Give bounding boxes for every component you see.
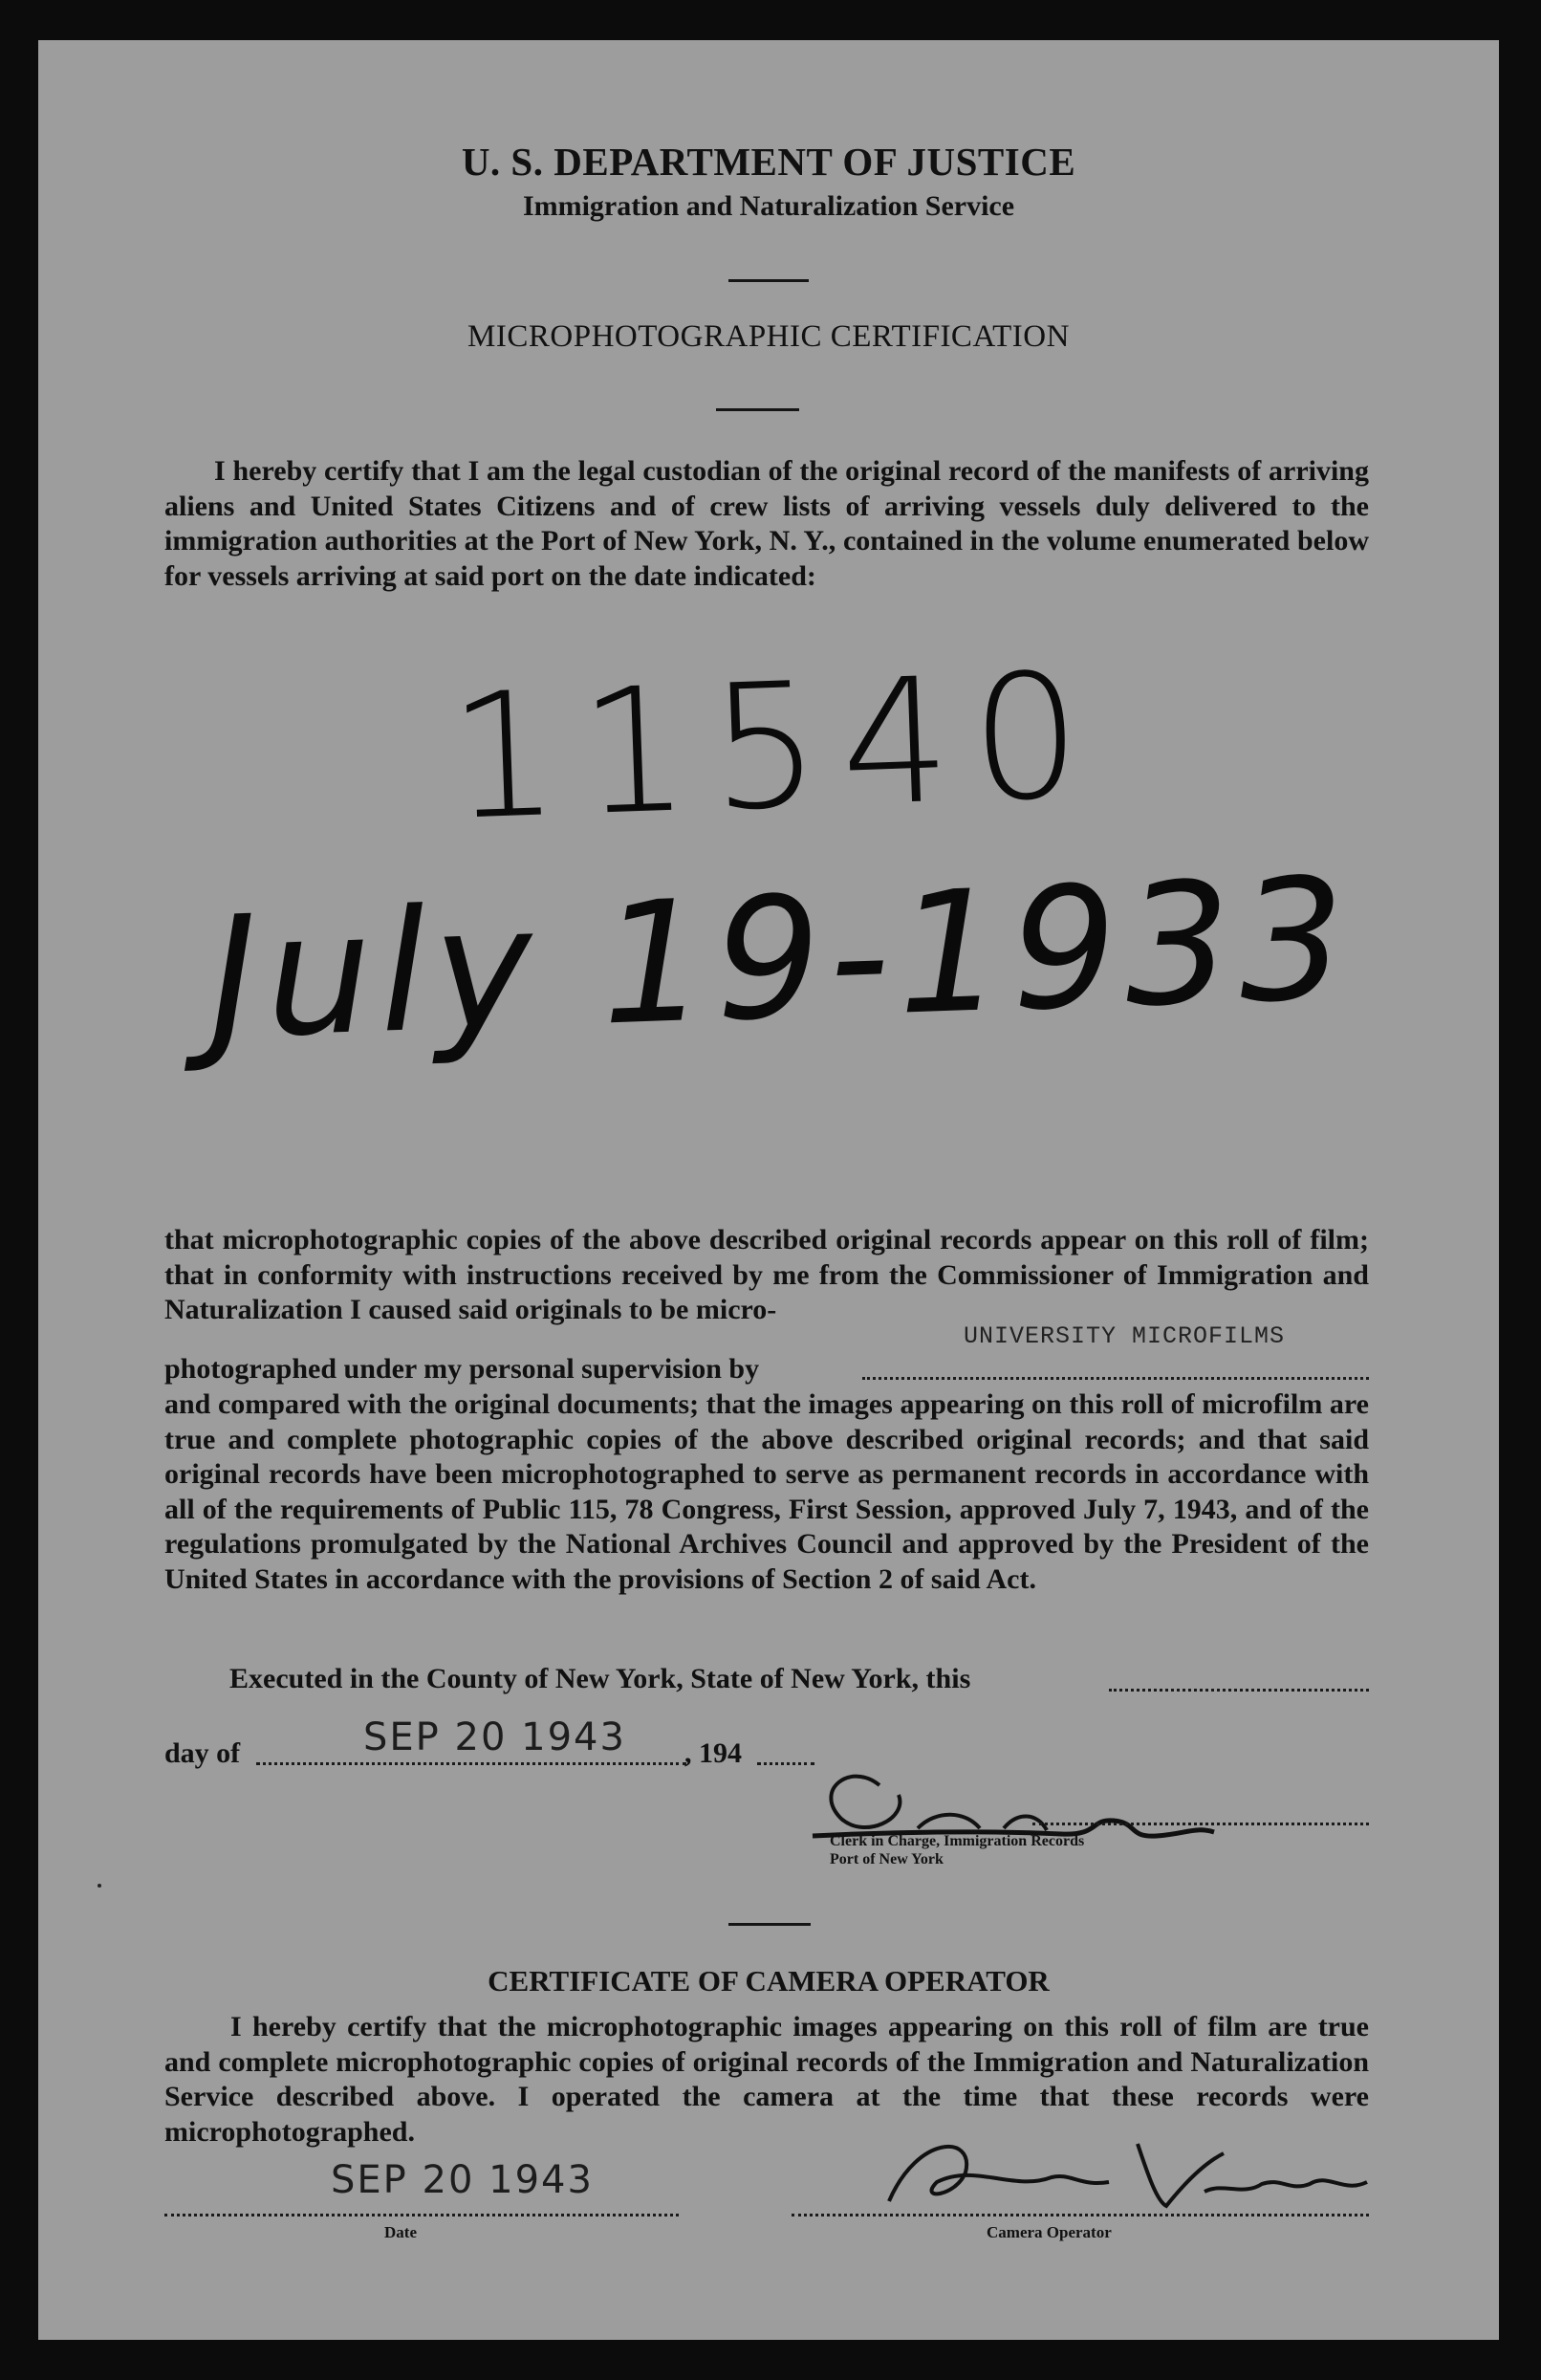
typed-company-name: UNIVERSITY MICROFILMS (964, 1322, 1286, 1350)
service-subheading: Immigration and Naturalization Service (522, 190, 1015, 222)
camera-certificate-title: CERTIFICATE OF CAMERA OPERATOR (488, 1964, 1050, 1998)
executed-text: Executed in the County of New York, State of New York, this (229, 1663, 971, 1694)
clerk-title-line1: Clerk in Charge, Immigration Records (830, 1833, 1085, 1849)
divider (728, 279, 809, 282)
camera-certificate-text: I hereby certify that the microphotographic images appearing on this roll of film are true and complete microphotographic copies of original records of the Immigration and Naturalization Service described above. I operated the camera at the time that these records were microphotographed. (164, 2011, 1369, 2148)
clerk-title-line2: Port of New York (830, 1851, 944, 1867)
clerk-signature-dotted-line (1032, 1823, 1369, 1825)
date-label: Date (384, 2223, 417, 2241)
speck-mark (98, 1884, 101, 1888)
body-paragraph-start: that microphotographic copies of the above described original records appear on this roll of film; that in conformity with instructions received by me from the Commissioner of Immigration and Naturalization I caused said originals to be micro- (164, 1224, 1369, 1325)
divider (716, 408, 799, 411)
certification-title: MICROPHOTOGRAPHIC CERTIFICATION (467, 319, 1070, 354)
department-heading: U. S. DEPARTMENT OF JUSTICE (461, 140, 1076, 184)
year-label: , 194 (684, 1737, 742, 1769)
supervision-dotted-line (862, 1377, 1369, 1380)
operator-dotted-line (792, 2214, 1369, 2216)
camera-operator-signature (860, 2125, 1396, 2220)
day-of-label: day of (164, 1737, 241, 1769)
certificate-page (38, 40, 1499, 2340)
day-of-dotted-line (256, 1762, 686, 1765)
operator-label: Camera Operator (987, 2223, 1112, 2241)
intro-paragraph: I hereby certify that I am the legal custodian of the original record of the manifests of arriving aliens and United States Citizens and of crew lists of arriving vessels duly delivered to the immigration authorities at the Port of New York, N. Y., contained in the volume enumerated below for vessels arriving at said port on the date indicated: (164, 455, 1369, 592)
handwritten-date: July 19-1933 (205, 842, 1357, 1077)
clerk-title (830, 1832, 1084, 1868)
date-stamp: SEP 20 1943 (363, 1715, 626, 1759)
camera-date-stamp: SEP 20 1943 (331, 2158, 594, 2202)
date-dotted-line (164, 2214, 679, 2216)
divider (728, 1923, 811, 1926)
executed-day-dotted-line (1109, 1689, 1369, 1692)
body-paragraph-rest: and compared with the original documents; that the images appearing on this roll of microfilm are true and complete photographic copies of the above described original records; and that said original records have been microphotographed to serve as permanent records in accordance with all of the requirements of Public 115, 78 Congress, First Session, approved July 7, 1943, and of the regulations promulgated by the National Archives Council and approved by the President of the United States in accordance with the provisions of Section 2 of said Act. (164, 1388, 1369, 1595)
handwritten-volume-number: 11540 (445, 636, 1106, 859)
supervision-label: photographed under my personal supervision by (164, 1353, 760, 1385)
